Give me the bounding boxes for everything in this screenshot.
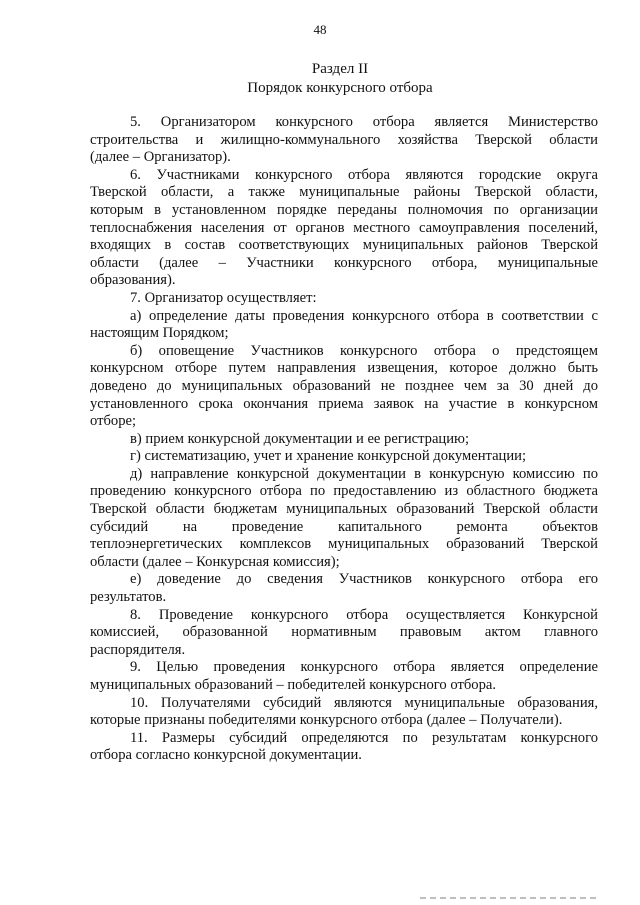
paragraph-line: которые признаны победителями конкурсного отбора (далее – Получатели). [90,712,563,729]
paragraph [90,167,598,290]
paragraph-line: строительства и жилищно-коммунального хозяйства Тверской области [90,131,598,148]
paragraph-line: комиссией, образованной нормативным правовым актом главного [90,624,598,641]
paragraph-line: установленного срока окончания приема заявок на участие в конкурсном [90,395,598,412]
paragraph-line: настоящим Порядком; [90,325,229,342]
paragraph [90,308,598,343]
paragraph-line: 8. Проведение конкурсного отбора осуществляется Конкурсной [130,606,598,623]
paragraph-line: 9. Целью проведения конкурсного отбора является определение [130,659,598,676]
paragraph-line: отбора согласно конкурсной документации. [90,747,362,764]
paragraph-line: области (далее – Конкурсная комиссия); [90,553,340,570]
paragraph [90,571,598,606]
paragraph-line: конкурсном отборе путем направления извещения, которое должно быть [90,360,598,377]
paragraph-line: отборе; [90,413,137,430]
paragraph-line: входящих в состав соответствующих муниципальных районов Тверской [90,237,598,254]
paragraph-line: д) направление конкурсной документации в конкурсную комиссию по [130,465,598,482]
section-subtitle: Порядок конкурсного отбора [247,80,433,96]
paragraph [90,343,598,431]
paragraph-line: образования). [90,272,176,289]
paragraph-line: г) систематизацию, учет и хранение конкурсной документации; [130,448,527,465]
scan-artifact [420,897,600,899]
paragraph [90,114,598,167]
paragraph-line: теплоэнергетических комплексов муниципальных образований Тверской [90,536,598,553]
paragraph-line: Тверской области бюджетам муниципальных образований Тверской области [90,501,598,518]
paragraph-line: распорядителя. [90,641,186,658]
paragraph-line: муниципальных образований – победителей конкурсного отбора. [90,677,497,693]
paragraph [90,290,598,308]
page-number: 48 [313,22,327,37]
section-title: Раздел II [311,61,369,77]
paragraph [90,659,598,694]
paragraph-line: в) прием конкурсной документации и ее регистрацию; [130,430,470,447]
paragraph-line: 5. Организатором конкурсного отбора является Министерство [130,114,598,130]
paragraph-line: 6. Участниками конкурсного отбора являются городские округа [130,166,598,183]
paragraph-line: теплоснабжения населения от органов местного самоуправления поселений, [90,219,598,236]
paragraph [90,695,598,730]
paragraph [90,730,598,765]
paragraph [90,431,598,449]
paragraph-line: которым в установленном порядке переданы полномочия по организации [90,201,598,218]
paragraph [90,466,598,572]
paragraph-line: е) доведение до сведения Участников конкурсного отбора его [130,571,598,588]
paragraph-line: 11. Размеры субсидий определяются по результатам конкурсного [130,729,598,746]
paragraph-line: а) определение даты проведения конкурсного отбора в соответствии с [130,307,598,324]
paragraph-line: б) оповещение Участников конкурсного отбора о предстоящем [130,342,598,359]
paragraph-line: проведению конкурсного отбора по предоставлению из областного бюджета [90,483,598,500]
paragraph-line: (далее – Организатор). [90,149,231,166]
paragraph-line: доведено до муниципальных образований не позднее чем за 30 дней до [90,377,598,394]
paragraph-line: результатов. [90,589,167,606]
paragraph-line: 10. Получателями субсидий являются муниципальные образования, [130,694,598,711]
paragraph [90,607,598,660]
paragraph-line: области (далее – Участники конкурсного отбора, муниципальные [90,254,598,271]
document-body [90,114,598,765]
section-heading [0,60,640,98]
paragraph-line: Тверской области, а также муниципальные районы Тверской области, [90,184,598,201]
paragraph-line: 7. Организатор осуществляет: [130,289,317,306]
paragraph [90,448,598,466]
paragraph-line: субсидий на проведение капитального ремонта объектов [90,518,598,535]
